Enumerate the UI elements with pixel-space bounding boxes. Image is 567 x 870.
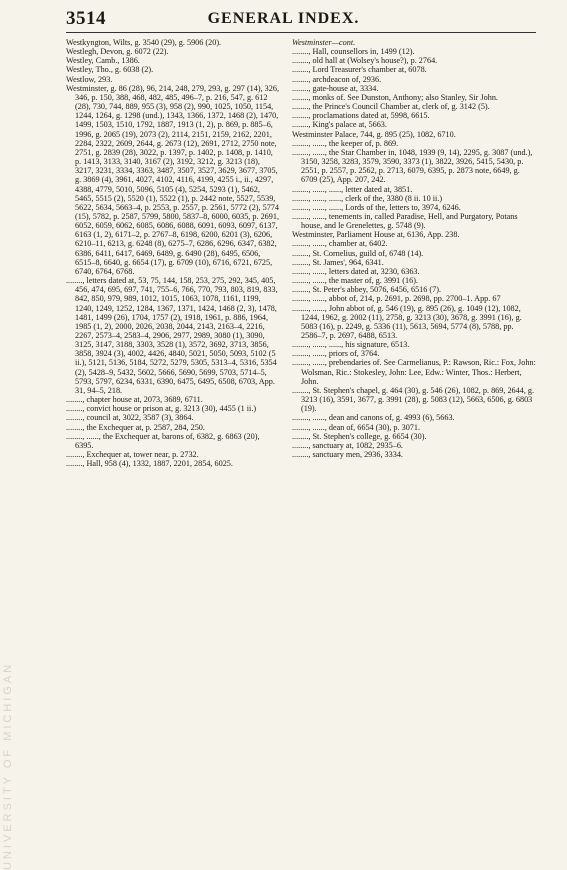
index-entry: ........, ......, letters dated at, 3230, 6363.: [292, 266, 420, 276]
index-entry: Westminster Palace, 744, g. 895 (25), 1082, 6710.: [292, 129, 456, 139]
index-entry: Westlegh, Devon, g. 6072 (22).: [66, 47, 169, 57]
index-entry: ........, gate-house at, 3334.: [292, 83, 379, 93]
index-entry: Westley, Camb., 1386.: [66, 56, 140, 66]
index-entry: ........, St. James', 964, 6341.: [292, 257, 384, 267]
index-entry: ........, St. Stephen's chapel, g. 464 (30), g. 546 (26), 1082, p. 869, 2644, g. 3213 (16), 3591, 3677, g. 3991 (28), g. 5083 (12), 5663, 6506, g. 6803 (19).: [292, 385, 535, 414]
index-entry: Westminster, g. 86 (28), 96, 214, 248, 279, 293, g. 297 (14), 326, 346, p. 150, 388, 468, 482, 485, 496–7, p. 216, 547, g. 612 (28), 730, 744, 889, 955 (3), 958 (2), 990, 1025, 1050, 1154, 1244, 1264, g. 1298 (und.), 1343, 1366, 1372, 1468 (2), 1470, 1499, 1503, 1510, 1792, 1887, 1913 (1, 2), p. 869, p. 885–6, 1996, g. 2065 (19), 2073 (2), 2114, 2151, 2159, 2162, 2201, 2284, 2322, 2609, 2644, g. 2673 (12), 2691, 2712, 2750 note, 2751, g. 2839 (28), 3022, p. 1397, p. 1402, p. 1408, p. 1410, p. 1413, 3133, 3140, 3167 (2), 3192, 3212, g. 3213 (18), 3217, 3231, 3334, 3363, 3487, 3507, 3527, 3629, 3677, 3705, g. 3869 (4), 3961, 4027, 4102, 4116, 4199, 4255 i., ii., 4297, 4388, 4779, 5010, 5096, 5105 (4), 5254, 5293 (1), 5462, 5465, 5515 (2), 5520 (1), 5522 (1), p. 2442 note, 5527, 5539, 5622, 5634, 5663–4, p. 2553, p. 2557, p. 2561, 5772 (2), 5774 (15), 5782, p. 2587, 5799, 5800, 5837–8, 6000, 6035, p. 2691, 6052, 6059, 6062, 6085, 6086, 6088, 6091, 6093, 6097, 6137, 6163 (1, 2), 6171–2, p. 2767–8, 6198, 6200, 6201 (3), 6206, 6210–11, 6213, g. 6248 (8), 6275–7, 6286, 6296, 6347, 6382, 6386, 6411, 6417, 6469, 6489, g. 6490 (28), 6495, 6506, 6515–8, 6640, g. 6654 (17), g. 6709 (10), 6716, 6721, 6725, 6740, 6764, 6768.: [66, 83, 280, 276]
index-entry: ........, monks of. See Dunston, Anthony; also Stanley, Sir John.: [292, 92, 498, 102]
index-entry: ........, ......, dean and canons of, g. 4993 (6), 5663.: [292, 413, 455, 423]
index-entry: ........, chapter house at, 2073, 3689, 6711.: [66, 395, 203, 405]
index-entry: ........, ......, the master of, g. 3991 (16).: [292, 276, 418, 286]
index-entry: ........, the Prince's Council Chamber at, clerk of, g. 3142 (5).: [292, 102, 490, 112]
library-stamp: UNIVERSITY OF MICHIGAN: [2, 661, 14, 870]
index-entry: ........, ......, ......, letter dated at, 3851.: [292, 184, 413, 194]
continued-heading: [292, 38, 536, 47]
index-entry: ........, convict house or prison at, g. 3213 (30), 4455 (1 ii.): [66, 404, 257, 414]
index-entry: ........, ......, tenements in, called Paradise, Hell, and Purgatory, Potans house, and le Grenelettes, g. 5748 (9).: [292, 211, 518, 231]
index-entry: ........, archdeacon of, 2936.: [292, 74, 382, 84]
index-entry: Westkyngton, Wilts, g. 3540 (29), g. 5906 (20).: [66, 38, 222, 47]
continued-heading-text: Westminster—cont.: [292, 38, 356, 47]
index-entry: ........, King's palace at, 5663.: [292, 120, 387, 130]
index-entry: Westminster, Parliament House at, 6136, App. 238.: [292, 230, 460, 240]
index-entry: ........, ......, ......, Lords of the, letters to, 3974, 6246.: [292, 202, 461, 212]
index-entry: ........, Lord Treasurer's chamber at, 6078.: [292, 65, 427, 75]
left-column: [66, 38, 279, 468]
index-entry: ........, ......, the keeper of, p. 869.: [292, 138, 399, 148]
index-entry: Westley, Tho., g. 6038 (2).: [66, 65, 154, 75]
right-column-entries: [292, 47, 536, 459]
index-entry: ........, Exchequer at, tower near, p. 2732.: [66, 450, 199, 460]
running-head: GENERAL INDEX.: [207, 10, 360, 27]
index-entry: ........, ......, priors of, 3764.: [292, 349, 380, 359]
index-entry: ........, St. Peter's abbey, 5076, 6456, 6516 (7).: [292, 285, 441, 295]
index-entry: ........, ......, chamber at, 6402.: [292, 239, 388, 249]
index-entry: ........, sanctuary men, 2936, 3334.: [292, 450, 403, 460]
index-entry: ........, ......, dean of, 6654 (30), p. 3071.: [292, 422, 421, 432]
index-entry: ........, St. Cornelius, guild of, 6748 (14).: [292, 248, 424, 258]
index-entry: ........, the Exchequer at, p. 2587, 284, 250.: [66, 422, 205, 432]
index-entry: Westlow, 293.: [66, 74, 113, 84]
index-entry: ........, council at, 3022, 3587 (3), 3864.: [66, 413, 194, 423]
index-entry: ........, ......, abbot of, 214, p. 2691, p. 2698, pp. 2700–1. App. 67: [292, 294, 501, 304]
index-entry: ........, ......, prebendaries of. See Carmelianus, P.: Rawson, Ric.: Fox, John: Wolsman, Ric.: Stokesley, John: Lee, Edw.: Winter, Thos.: Herbert, John.: [292, 358, 536, 386]
header-rule: [66, 32, 536, 33]
index-entry: ........, ......, the Exchequer at, barons of, 6382, g. 6863 (20), 6395.: [66, 431, 260, 450]
index-entry: ........, ......, ......, his signature, 6513.: [292, 340, 410, 350]
index-entry: ........, Hall, 958 (4), 1332, 1887, 2201, 2854, 6025.: [66, 459, 233, 469]
index-entry: ........, proclamations dated at, 5998, 6615.: [292, 111, 430, 121]
page-number: 3514: [66, 8, 106, 29]
right-column: [292, 38, 536, 459]
index-entry: ........, old hall at (Wolsey's house?), p. 2764.: [292, 56, 438, 66]
index-entry: ........, ......, John abbot of, g. 546 (19), g. 895 (26), g. 1049 (12), 1082, 1244, 1962, g. 2002 (11), 2758, g. 3213 (30), 3678, g. 3991 (16), g. 5083 (16), p. 2249, g. 5336 (11), 5613, 5694, 5774 (8), 5788, pp. 2586–7, p. 2697, 6488, 6513.: [292, 303, 522, 340]
index-entry: ........, letters dated at, 53, 75, 144, 158, 253, 275, 292, 345, 405, 456, 474, 695, 697, 741, 755–6, 766, 770, 793, 803, 819, 833, 842, 850, 979, 989, 1012, 1015, 1063, 1078, 1161, 1199, 1240, 1249, 1252, 1284, 1367, 1371, 1424, 1468 (2, 3), 1478, 1481, 1499 (26), 1704, 1757 (2), 1918, 1961, p. 886, 1964, 1985 (1, 2), 2000, 2026, 2038, 2044, 2143, 2163–4, 2216, 2267, 2573–4, 2583–4, 2906, 2977, 2989, 3080 (1), 3090, 3125, 3147, 3188, 3303, 3528 (1), 3572, 3692, 3713, 3856, 3858, 3924 (3), 4002, 4426, 4840, 5021, 5050, 5093, 5102 (5 ii.), 5121, 5136, 5184, 5272, 5279, 5305, 5313–4, 5316, 5354 (2), 5428–9, 5432, 5602, 5666, 5690, 5699, 5703, 5714–5, 5793, 5797, 6234, 6331, 6390, 6475, 6495, 6508, 6703, App. 31, 94–5, 218.: [66, 276, 278, 395]
index-entry: ........, ......, ......, clerk of the, 3380 (8 ii. 10 ii.): [292, 193, 443, 203]
index-entry: ........, Hall, counsellors in, 1499 (12).: [292, 47, 415, 57]
index-entry: ........, ......, the Star Chamber in, 1048, 1939 (9, 14), 2295, g. 3087 (und.), 3150, 3258, 3283, 3579, 3590, 3373 (1), 3822, 3926, 5415, 5430, p. 2551, p. 2557, p. 2562, p. 2713, 6079, 6395, p. 2873 note, 6649, g. 6709 (25), App. 207, 242.: [292, 147, 533, 185]
index-entry: ........, sanctuary at, 1082, 2935–6.: [292, 440, 403, 450]
index-entry: ........, St. Stephen's college, g. 6654 (30).: [292, 431, 427, 441]
